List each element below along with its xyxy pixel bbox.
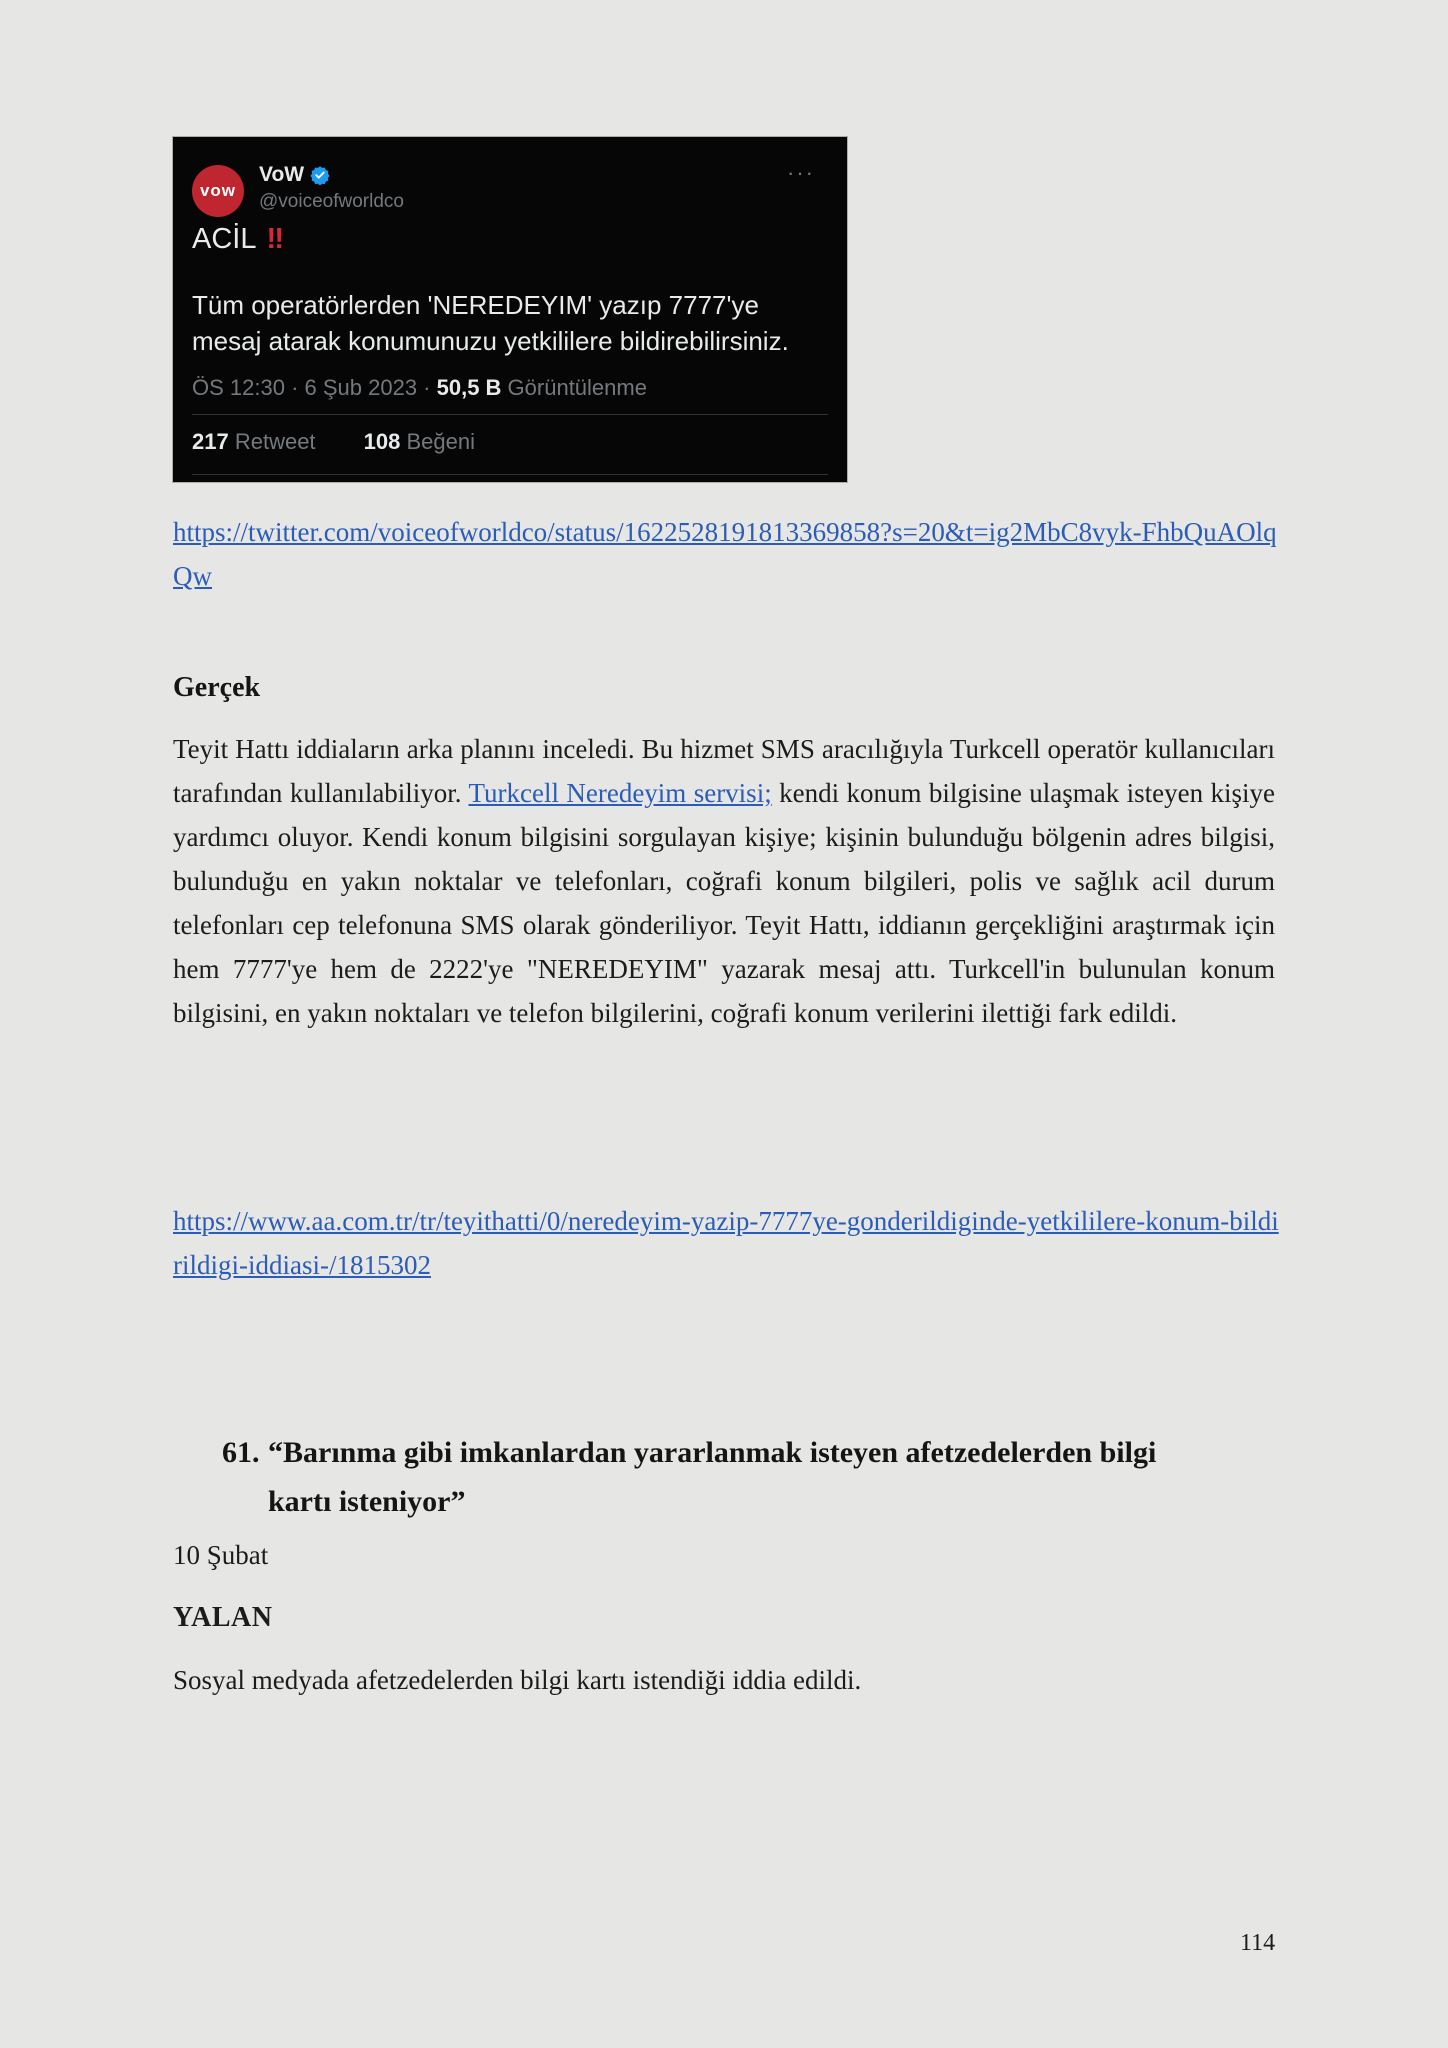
tweet-body-text: Tüm operatörlerden 'NEREDEYIM' yazıp 7777'ye mesaj atarak konumunuzu yetkililere bildirebilirsiniz. xyxy=(192,290,789,356)
retweet-label: Retweet xyxy=(228,429,316,454)
claim-verdict: YALAN xyxy=(173,1602,273,1633)
fact-check-paragraph xyxy=(173,727,1275,1035)
tweet-stats-row xyxy=(192,429,517,455)
retweet-count: 217 xyxy=(192,429,229,454)
tweet-divider xyxy=(192,474,828,475)
tweet-headline-text: ACİL xyxy=(192,223,257,255)
gercek-heading: Gerçek xyxy=(173,672,261,703)
claim-date: 10 Şubat xyxy=(173,1540,269,1570)
views-count: 50,5 B xyxy=(436,375,502,400)
views-label: Görüntülenme xyxy=(501,375,647,400)
like-stat xyxy=(364,429,475,454)
claim-number: 61. xyxy=(222,1436,260,1469)
paragraph-text-2: kendi konum bilgisine ulaşmak isteyen kişiye yardımcı oluyor. Kendi konum bilgisini sorgulayan kişiye; kişinin bulunduğu bölgenin adres bilgisi, bulunduğu en yakın noktalar ve telefonları, coğrafi konum bilgileri, polis ve sağlık acil durum telefonları cep telefonuna SMS olarak gönderiliyor. Teyit Hattı, iddianın gerçekliğini araştırmak için hem 7777'ye hem de 2222'ye "NEREDEYIM" yazarak mesaj attı. Turkcell'in bulunulan konum bilgisini, en yakın noktaları ve telefon bilgilerini, coğrafi konum verilerini ilettiği fark edildi. xyxy=(173,778,1275,1028)
tweet-timestamp-views xyxy=(192,375,647,401)
tweet-headline xyxy=(192,223,284,256)
tweet-author-handle: @voiceofworldco xyxy=(259,191,404,212)
tweet-author-name: VoW xyxy=(259,163,305,186)
tweet-screenshot xyxy=(173,137,847,482)
avatar-text: vow xyxy=(199,181,237,200)
author-block xyxy=(259,163,404,214)
tweet-divider xyxy=(192,414,828,415)
page-number: 114 xyxy=(1240,1930,1276,1956)
turkcell-neredeyim-link[interactable]: Turkcell Neredeyim servisi; xyxy=(468,778,772,808)
tweet-timestamp: ÖS 12:30 · 6 Şub 2023 · xyxy=(192,375,437,400)
more-options-icon: ··· xyxy=(787,160,815,185)
verified-badge-icon xyxy=(310,165,330,185)
double-exclamation-emoji: ‼ xyxy=(266,223,285,255)
retweet-stat xyxy=(192,429,316,454)
claim-61-heading xyxy=(222,1428,1222,1526)
twitter-status-link[interactable]: https://twitter.com/voiceofworldco/status/1622528191813369858?s=20&t=ig2MbC8vyk-FhbQuAOlqQw xyxy=(173,517,1277,591)
like-count: 108 xyxy=(363,429,401,454)
tweet-header xyxy=(192,160,827,219)
aa-teyithatti-link[interactable]: https://www.aa.com.tr/tr/teyithatti/0/neredeyim-yazip-7777ye-gonderildiginde-yetkililere-konum-bildirildigi-iddiasi-/1815302 xyxy=(173,1206,1279,1280)
claim-description: Sosyal medyada afetzedelerden bilgi kartı istendiği iddia edildi. xyxy=(173,1665,862,1695)
avatar xyxy=(192,165,244,217)
claim-title: “Barınma gibi imkanlardan yararlanmak isteyen afetzedelerden bilgi kartı isteniyor” xyxy=(268,1436,1157,1518)
like-label: Beğeni xyxy=(400,429,476,454)
paragraph-text-1: Teyit Hattı iddiaların arka planını inceledi. Bu hizmet SMS aracılığıyla Turkcell operatör kullanıcıları tarafından kullanılabiliyor. xyxy=(173,734,1275,808)
